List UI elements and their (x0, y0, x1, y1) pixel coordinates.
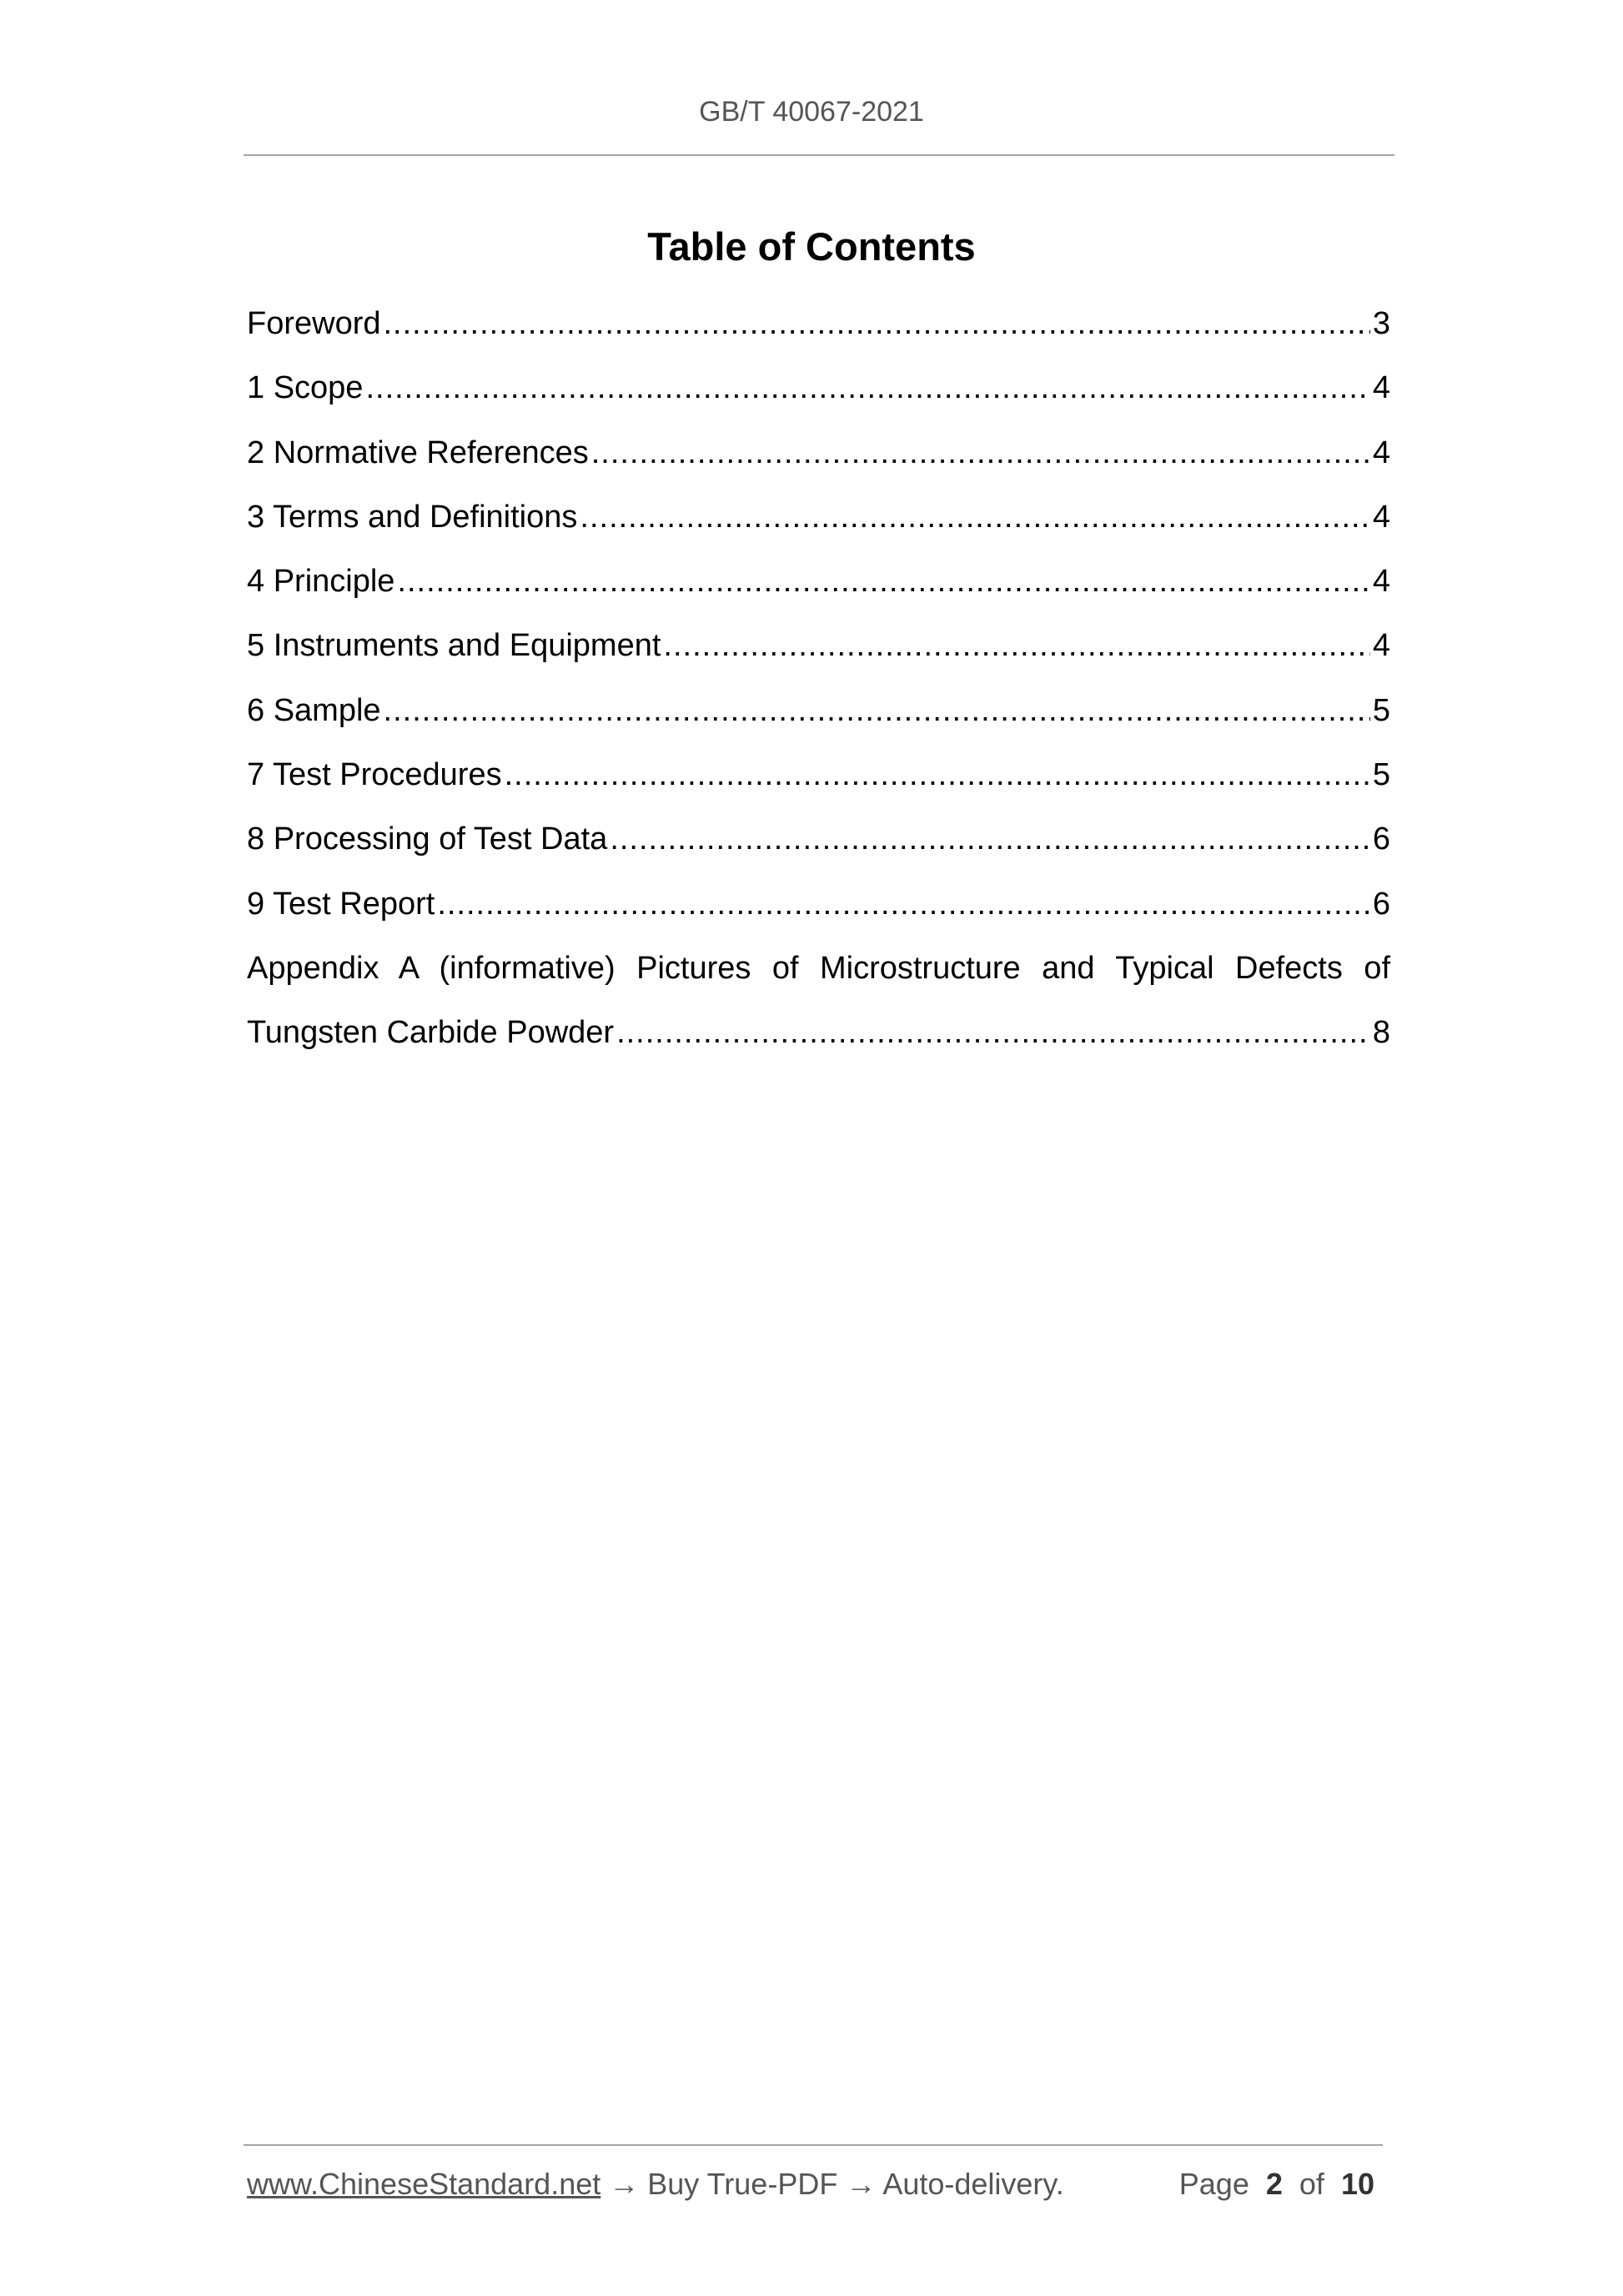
toc-entry-page: 4 (1372, 499, 1390, 535)
toc-entry-test-report[interactable] (247, 882, 1390, 947)
toc-entry-label: 1 Scope (247, 370, 364, 406)
page-total: 10 (1340, 2167, 1374, 2201)
dot-leader (365, 366, 1369, 409)
dot-leader (505, 753, 1370, 796)
toc-entry-page: 4 (1372, 628, 1390, 664)
toc-entry-page: 4 (1372, 435, 1390, 470)
toc-entry-page: 4 (1372, 370, 1390, 406)
toc-entry-page: 3 (1372, 306, 1390, 341)
toc-title: Table of Contents (647, 224, 976, 269)
dot-leader (397, 560, 1369, 603)
dot-leader (610, 817, 1370, 861)
document-code-header: GB/T 40067-2021 (699, 96, 924, 128)
website-link[interactable]: www.ChineseStandard.net (247, 2167, 601, 2201)
toc-entry-label: 8 Processing of Test Data (247, 821, 608, 857)
toc-entry-label: Foreword (247, 306, 381, 341)
page-current: 2 (1265, 2167, 1283, 2201)
toc-entry-label: Appendix A (informative) Pictures of Microstructure and Typical Defects of (247, 950, 1390, 986)
toc-entry-label: Tungsten Carbide Powder (247, 1015, 615, 1051)
toc-entry-processing-data[interactable] (247, 817, 1390, 882)
page-footer (247, 2167, 1381, 2202)
toc-entry-label: 5 Instruments and Equipment (247, 628, 661, 664)
toc-entry-page: 6 (1372, 886, 1390, 922)
toc-entry-normative-references[interactable] (247, 431, 1390, 495)
page-word: Page (1178, 2167, 1249, 2201)
toc-entry-appendix-a[interactable] (247, 947, 1390, 1076)
toc-entry-scope[interactable] (247, 366, 1390, 430)
toc-entry-page: 5 (1372, 757, 1390, 793)
toc-entry-page: 6 (1372, 821, 1390, 857)
toc-entry-label: 4 Principle (247, 564, 395, 600)
toc-entry-label: 6 Sample (247, 692, 381, 728)
toc-entry-principle[interactable] (247, 560, 1390, 624)
dot-leader (663, 624, 1369, 667)
toc-entry-label: 3 Terms and Definitions (247, 499, 578, 535)
toc-entry-label: 7 Test Procedures (247, 757, 502, 793)
dot-leader (437, 882, 1370, 926)
toc-entry-page: 5 (1372, 692, 1390, 728)
table-of-contents (247, 302, 1390, 1076)
dot-leader (384, 689, 1370, 732)
dot-leader (616, 1011, 1370, 1054)
toc-entry-continuation (247, 1011, 1390, 1075)
toc-entry-page: 8 (1372, 1015, 1390, 1051)
page-counter (1179, 2167, 1374, 2202)
toc-entry-label: 9 Test Report (247, 886, 435, 922)
toc-entry-test-procedures[interactable] (247, 753, 1390, 817)
dot-leader (591, 431, 1370, 475)
toc-entry-instruments[interactable] (247, 624, 1390, 688)
toc-entry-label: 2 Normative References (247, 435, 589, 470)
dot-leader (384, 302, 1370, 345)
dot-leader (580, 495, 1369, 539)
footer-tagline: → Buy True-PDF → Auto-delivery. (600, 2167, 1064, 2201)
toc-entry-page: 4 (1372, 564, 1390, 600)
footer-divider (244, 2144, 1383, 2146)
toc-entry-sample[interactable] (247, 689, 1390, 753)
header-divider (244, 154, 1394, 156)
toc-entry-terms-definitions[interactable] (247, 495, 1390, 560)
of-word: of (1299, 2167, 1324, 2201)
toc-entry-foreword[interactable] (247, 302, 1390, 366)
